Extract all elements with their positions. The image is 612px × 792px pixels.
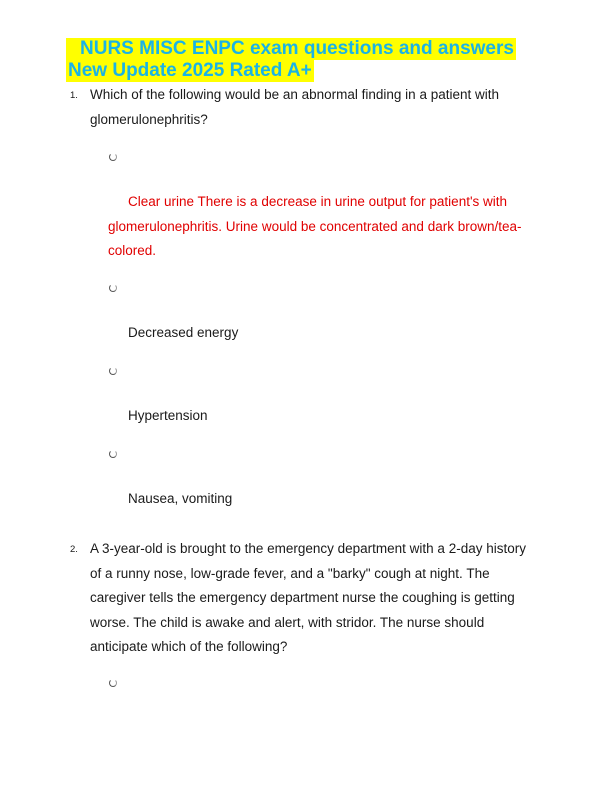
question-number: 2.	[70, 544, 78, 555]
radio-option-1a[interactable]	[109, 153, 117, 161]
question-1	[70, 83, 540, 132]
title-line-1: NURS MISC ENPC exam questions and answers	[66, 38, 516, 60]
option-text: Decreased energy	[128, 325, 239, 340]
option-correct-answer: Clear urine There is a decrease in urine output for patient's with glomerulonephritis. Urine would be concentrated and dark brown/tea-colored.	[108, 194, 522, 258]
question-2	[70, 537, 540, 660]
question-number: 1.	[70, 90, 78, 101]
title-line-2: New Update 2025 Rated A+	[68, 60, 312, 81]
document-title	[66, 38, 544, 82]
question-text: A 3-year-old is brought to the emergency department with a 2-day history of a runny nose, low-grade fever, and a "barky" cough at night. The caregiver tells the emergency department nurse the coughing is getting worse. The child is awake and alert, with stridor. The nurse should anticipate which of the following?	[90, 541, 526, 654]
option-text: Nausea, vomiting	[128, 491, 233, 506]
question-text: Which of the following would be an abnormal finding in a patient with glomerulonephritis?	[90, 87, 499, 127]
option-text: Hypertension	[128, 408, 208, 423]
radio-option-2a[interactable]	[109, 679, 117, 687]
radio-option-1b[interactable]	[109, 284, 117, 292]
radio-option-1c[interactable]	[109, 367, 117, 375]
radio-option-1d[interactable]	[109, 450, 117, 458]
